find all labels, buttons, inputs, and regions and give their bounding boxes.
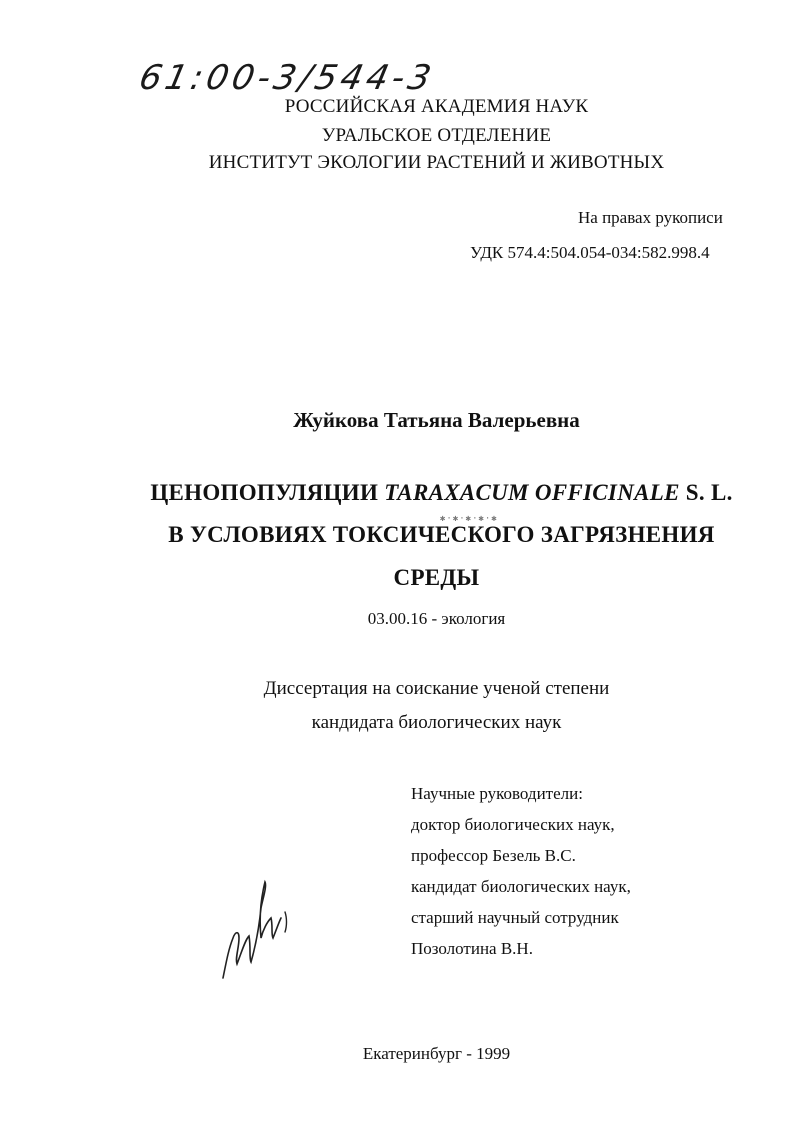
supervisor-line: доктор биологических наук, — [411, 815, 615, 834]
supervisors-block — [411, 778, 631, 964]
supervisor-line: старший научный сотрудник — [411, 908, 619, 927]
title-suffix: S. L. — [679, 480, 733, 505]
signature-icon — [215, 878, 295, 988]
udc-code: УДК 574.4:504.054-034:582.998.4 — [470, 243, 710, 262]
supervisors-heading: Научные руководители: — [411, 784, 583, 803]
supervisor-line: кандидат биологических наук, — [411, 877, 631, 896]
author-name: Жуйкова Татьяна Валерьевна — [293, 408, 580, 432]
dissertation-line1: Диссертация на соискание ученой степени — [263, 678, 610, 699]
manuscript-rights: На правах рукописи — [578, 208, 723, 227]
thesis-title-line2: В УСЛОВИЯХ ТОКСИЧЕСКОГО ЗАГРЯЗНЕНИЯ — [168, 522, 715, 547]
dissertation-line2: кандидата биологических наук — [311, 712, 562, 733]
title-prefix: ЦЕНОПОПУЛЯЦИИ — [150, 480, 385, 505]
supervisor-line: профессор Безель В.С. — [411, 846, 576, 865]
title-species: TARAXACUM OFFICINALE — [384, 480, 680, 505]
header-line-institute: ИНСТИТУТ ЭКОЛОГИИ РАСТЕНИЙ И ЖИВОТНЫХ — [208, 152, 665, 173]
thesis-title-line3: СРЕДЫ — [393, 565, 480, 590]
thesis-title-line1 — [0, 480, 793, 506]
supervisor-line: Позолотина В.Н. — [411, 939, 533, 958]
header-line-branch: УРАЛЬСКОЕ ОТДЕЛЕНИЕ — [321, 125, 552, 146]
city-year: Екатеринбург - 1999 — [362, 1044, 511, 1063]
header-line-academy: РОССИЙСКАЯ АКАДЕМИЯ НАУК — [284, 96, 589, 117]
archive-number-handwritten: 61:00-3/544-3 — [135, 58, 439, 98]
faint-stamp-mark: ✱·✱·✱·✱·✱ — [440, 514, 498, 524]
specialty-code: 03.00.16 - экология — [367, 609, 506, 628]
